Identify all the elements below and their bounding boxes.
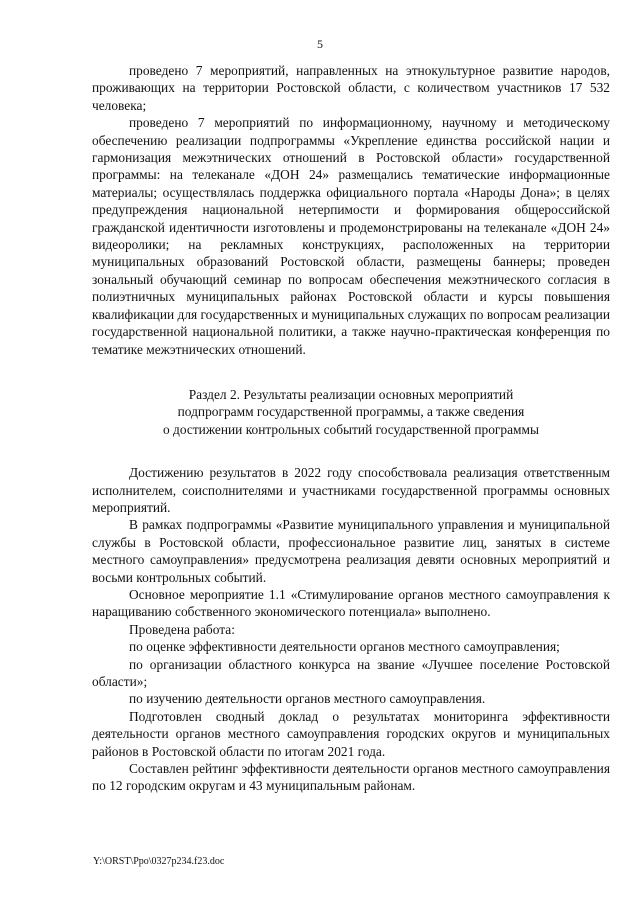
paragraph: по изучению деятельности органов местного самоуправления.: [129, 691, 486, 707]
top-paragraphs: [92, 62, 610, 358]
paragraph: по организации областного конкурса на звание «Лучшее поселение Ростовской области»;: [92, 656, 610, 689]
bottom-paragraphs: [92, 464, 610, 795]
paragraph: проведено 7 мероприятий, направленных на этнокультурное развитие народов, проживающих на территории Ростовской области, с количеством участников 17 532 человека;: [92, 63, 610, 113]
paragraph: Составлен рейтинг эффективности деятельности органов местного самоуправления по 12 городским округам и 43 муниципальным районам.: [92, 761, 610, 794]
file-path-footer: Y:\ORST\Ppo\0327p234.f23.doc: [93, 856, 225, 867]
section-heading-line: подпрограмм государственной программы, а также сведения: [177, 404, 525, 420]
section-heading-line: о достижении контрольных событий государственной программы: [162, 421, 539, 437]
paragraph: проведено 7 мероприятий по информационному, научному и методическому обеспечению реализации подпрограммы «Укрепление единства российской нации и гармонизация межэтнических отношений в Ростовской области» государственной программы: на телеканале «ДОН 24» размещались тематические информационные материалы; осуществлялась поддержка официального портала «Народы Дона»; в целях предупреждения национальной нетерпимости и формирования общероссийской гражданской идентичности изготовлены и продемонстрированы на телеканале «ДОН 24» видеоролики; на рекламных конструкциях, расположенных на территории муниципальных образований Ростовской области, размещены баннеры; проведен зональный обучающий семинар по вопросам обеспечения межэтнического согласия в полиэтничных муниципальных районах Ростовской области и курсы повышения квалификации для государственных и муниципальных служащих по вопросам реализации государственной национальной политики, а также научно-практическая конференция по тематике межэтнических отношений.: [92, 115, 610, 357]
paragraph: В рамках подпрограммы «Развитие муниципального управления и муниципальной службы в Ростовской области, профессиональное развитие лиц, занятых в системе местного самоуправления» предусмотрена реализация девяти основных мероприятий и восьми контрольных событий.: [92, 517, 610, 585]
paragraph: по оценке эффективности деятельности органов местного самоуправления;: [129, 639, 560, 655]
page-number: 5: [317, 37, 323, 51]
paragraph: Основное мероприятие 1.1 «Стимулирование органов местного самоуправления к наращиванию собственного экономического потенциала» выполнено.: [92, 586, 610, 620]
document-body: [92, 62, 610, 795]
section-heading: [92, 386, 610, 438]
paragraph: Подготовлен сводный доклад о результатах мониторинга эффективности деятельности органов местного самоуправления городских округов и муниципальных районов в Ростовской области по итогам 2021 года.: [92, 708, 610, 759]
section-heading-line: Раздел 2. Результаты реализации основных мероприятий: [188, 386, 514, 402]
paragraph: Достижению результатов в 2022 году способствовала реализация ответственным исполнителем, соисполнителями и участниками государственной программы основных мероприятий.: [92, 465, 610, 515]
paragraph: Проведена работа:: [129, 621, 235, 637]
